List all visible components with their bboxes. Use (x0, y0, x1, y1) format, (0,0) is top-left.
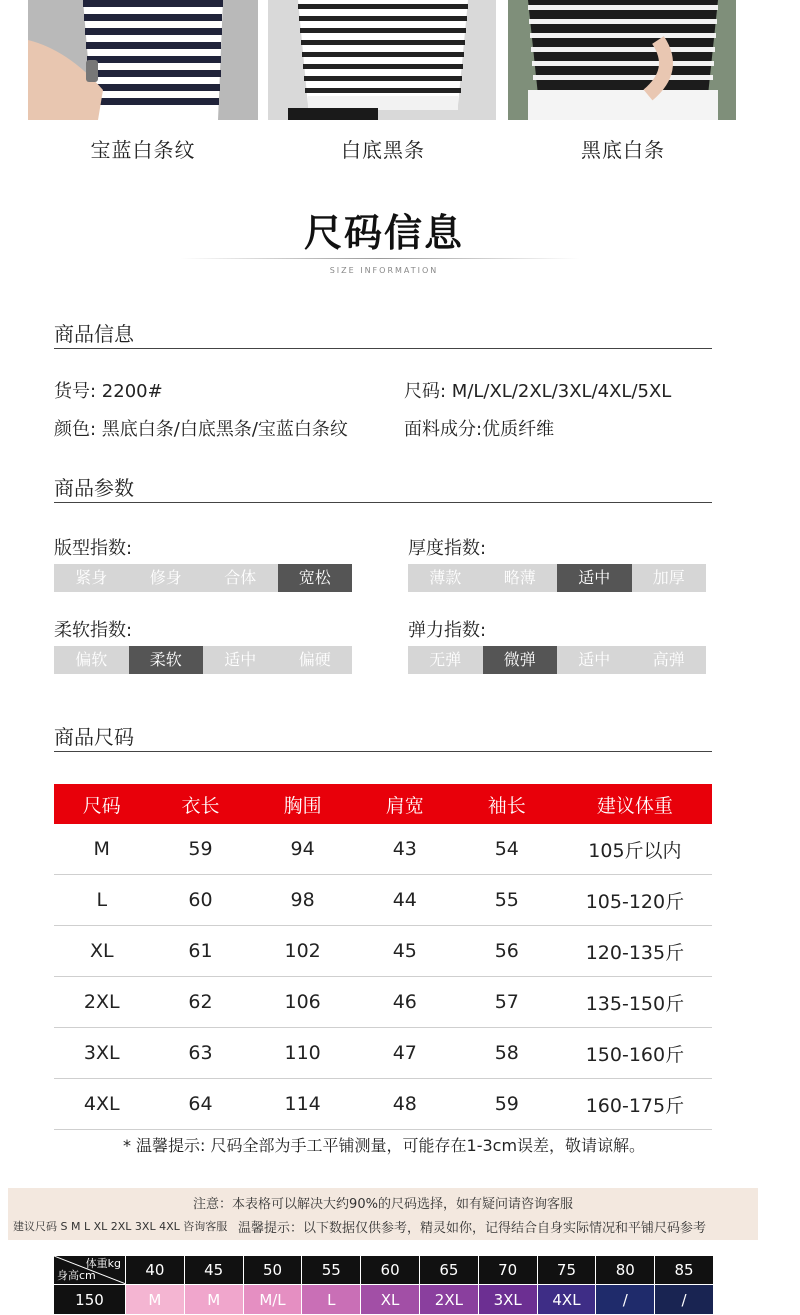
thickness-option-selected: 适中 (557, 564, 632, 592)
caption-royal-blue-stripe: 宝蓝白条纹 (90, 138, 196, 162)
weight-header: 85 (655, 1256, 714, 1284)
recommended-size-cell: 3XL (479, 1284, 538, 1314)
item-number: 货号: 2200# (54, 381, 163, 402)
weight-header: 75 (538, 1256, 597, 1284)
thickness-option: 加厚 (632, 564, 707, 592)
size-chart-header: 胸围 (251, 784, 353, 824)
recommended-size-cell: 4XL (538, 1284, 597, 1314)
table-cell: 47 (354, 1028, 456, 1079)
table-row (54, 977, 712, 1028)
recommended-size-cell: M (126, 1284, 185, 1314)
height-axis-label: 身高cm (57, 1269, 96, 1282)
size-chart-header: 肩宽 (354, 784, 456, 824)
softness-index-label: 柔软指数: (54, 620, 133, 641)
recommended-size-cell: L (302, 1284, 361, 1314)
photo-black-white-stripe (508, 0, 736, 120)
table-cell: 105-120斤 (558, 875, 712, 926)
table-cell: 44 (354, 875, 456, 926)
recommended-size-cell: M (185, 1284, 244, 1314)
thickness-index-bar (408, 564, 706, 592)
table-cell: M (54, 824, 149, 875)
weight-header: 55 (302, 1256, 361, 1284)
recommended-size-cell: XL (361, 1284, 420, 1314)
table-cell: 59 (456, 1079, 558, 1130)
table-row (54, 875, 712, 926)
notice-line: 注意：本表格可以解决大约90%的尺码选择，如有疑问请咨询客服 (193, 1197, 573, 1212)
table-cell: 56 (456, 926, 558, 977)
elasticity-index-label: 弹力指数: (408, 620, 487, 641)
size-chart-header-row (54, 784, 712, 824)
size-chart-header: 建议体重 (558, 784, 712, 824)
table-cell: 58 (456, 1028, 558, 1079)
table-cell: 61 (149, 926, 251, 977)
table-cell: 62 (149, 977, 251, 1028)
available-sizes: 尺码: M/L/XL/2XL/3XL/4XL/5XL (404, 381, 672, 402)
grid-corner (54, 1256, 126, 1284)
notice-banner (8, 1188, 758, 1240)
size-chart-header: 尺码 (54, 784, 149, 824)
fit-option: 紧身 (54, 564, 129, 592)
softness-option-selected: 柔软 (129, 646, 204, 674)
caption-white-black-stripe: 白底黑条 (341, 138, 425, 162)
weight-header: 60 (361, 1256, 420, 1284)
table-row (54, 1028, 712, 1079)
fit-index-bar (54, 564, 352, 592)
table-cell: 48 (354, 1079, 456, 1130)
recommended-size-cell: / (655, 1284, 714, 1314)
table-cell: 46 (354, 977, 456, 1028)
table-cell: L (54, 875, 149, 926)
page-title: 尺码信息 (303, 211, 464, 255)
table-row (54, 1079, 712, 1130)
weight-header: 80 (596, 1256, 655, 1284)
thickness-option: 薄款 (408, 564, 483, 592)
table-cell: 55 (456, 875, 558, 926)
table-cell: 94 (251, 824, 353, 875)
height-row (54, 1284, 714, 1314)
table-cell: 60 (149, 875, 251, 926)
section-size-chart-heading: 商品尺码 (54, 725, 134, 749)
thickness-option: 略薄 (483, 564, 558, 592)
elasticity-index-bar (408, 646, 706, 674)
weight-header: 50 (244, 1256, 303, 1284)
table-cell: 4XL (54, 1079, 149, 1130)
weight-header-row (54, 1256, 714, 1284)
table-cell: 57 (456, 977, 558, 1028)
table-cell: XL (54, 926, 149, 977)
fit-option: 修身 (129, 564, 204, 592)
recommended-size-cell: M/L (244, 1284, 303, 1314)
table-row (54, 824, 712, 875)
elasticity-option: 适中 (557, 646, 632, 674)
softness-index-bar (54, 646, 352, 674)
weight-header: 65 (420, 1256, 479, 1284)
fit-option: 合体 (203, 564, 278, 592)
table-cell: 120-135斤 (558, 926, 712, 977)
fit-option-selected: 宽松 (278, 564, 353, 592)
recommended-sizes-line: 建议尺码 S M L XL 2XL 3XL 4XL 咨询客服 (13, 1220, 228, 1233)
section-divider (54, 502, 712, 503)
elasticity-option-selected: 微弹 (483, 646, 558, 674)
table-cell: 59 (149, 824, 251, 875)
table-cell: 110 (251, 1028, 353, 1079)
softness-option: 适中 (203, 646, 278, 674)
table-cell: 105斤以内 (558, 824, 712, 875)
elasticity-option: 无弹 (408, 646, 483, 674)
weight-header: 45 (185, 1256, 244, 1284)
notice-tip-line: 温馨提示：以下数据仅供参考，精灵如你，记得结合自身实际情况和平铺尺码参考 (238, 1221, 707, 1236)
weight-header: 70 (479, 1256, 538, 1284)
elasticity-option: 高弹 (632, 646, 707, 674)
table-cell: 106 (251, 977, 353, 1028)
size-chart-table (54, 784, 712, 1130)
weight-axis-label: 体重kg (85, 1257, 121, 1270)
table-cell: 63 (149, 1028, 251, 1079)
weight-header: 40 (126, 1256, 185, 1284)
table-cell: 54 (456, 824, 558, 875)
thickness-index-label: 厚度指数: (408, 538, 487, 559)
section-parameters-heading: 商品参数 (54, 476, 134, 500)
table-cell: 43 (354, 824, 456, 875)
table-cell: 102 (251, 926, 353, 977)
table-cell: 45 (354, 926, 456, 977)
size-chart-header: 衣长 (149, 784, 251, 824)
measurement-tip: * 温馨提示: 尺码全部为手工平铺测量，可能存在1-3cm误差，敬请谅解。 (122, 1136, 646, 1155)
height-value: 150 (54, 1284, 126, 1314)
size-chart-header: 袖长 (456, 784, 558, 824)
section-divider (54, 348, 712, 349)
section-product-info-heading: 商品信息 (54, 322, 134, 346)
title-divider (180, 258, 580, 259)
table-cell: 2XL (54, 977, 149, 1028)
softness-option: 偏硬 (278, 646, 353, 674)
table-cell: 98 (251, 875, 353, 926)
fabric-composition: 面料成分:优质纤维 (404, 419, 555, 440)
weight-height-grid (54, 1256, 714, 1314)
page-subtitle: SIZE INFORMATION (329, 266, 439, 275)
section-divider (54, 751, 712, 752)
recommended-size-cell: / (596, 1284, 655, 1314)
table-cell: 64 (149, 1079, 251, 1130)
photo-white-black-stripe (268, 0, 496, 120)
available-colors: 颜色: 黑底白条/白底黑条/宝蓝白条纹 (54, 419, 348, 440)
table-cell: 114 (251, 1079, 353, 1130)
table-cell: 135-150斤 (558, 977, 712, 1028)
table-cell: 3XL (54, 1028, 149, 1079)
table-cell: 150-160斤 (558, 1028, 712, 1079)
fit-index-label: 版型指数: (54, 538, 133, 559)
table-cell: 160-175斤 (558, 1079, 712, 1130)
caption-black-white-stripe: 黑底白条 (581, 138, 665, 162)
recommended-size-cell: 2XL (420, 1284, 479, 1314)
table-row (54, 926, 712, 977)
softness-option: 偏软 (54, 646, 129, 674)
photo-royal-blue-stripe (28, 0, 258, 120)
